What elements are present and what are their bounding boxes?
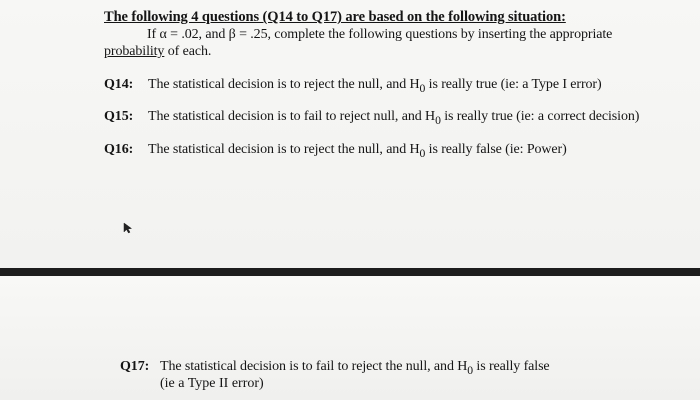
question-q17-continuation: (ie a Type II error) xyxy=(160,376,264,391)
question-text-before: The statistical decision is to fail to reject null, and H xyxy=(148,109,436,124)
intro-underlined-word: probability xyxy=(104,44,165,59)
question-text-before: The statistical decision is to fail to reject the null, and H xyxy=(160,359,468,374)
intro-line-2-rest: of each. xyxy=(164,44,212,59)
section-heading: The following 4 questions (Q14 to Q17) are based on the following situation: xyxy=(104,9,566,25)
question-number: Q17: xyxy=(120,359,150,374)
mouse-cursor-icon xyxy=(123,222,133,234)
document-page-bottom xyxy=(0,276,700,400)
question-text-after: is really true (ie: a correct decision) xyxy=(440,109,640,124)
question-subscript: 0 xyxy=(419,81,426,95)
question-subscript: 0 xyxy=(467,363,473,377)
page-separator xyxy=(0,268,700,276)
question-subscript: 0 xyxy=(419,146,426,160)
question-q16 xyxy=(104,142,567,160)
intro-line-1: If α = .02, and β = .25, complete the following questions by inserting the appropriate xyxy=(147,27,613,42)
question-text-after: is really false (ie: Power) xyxy=(425,142,567,157)
question-number: Q15: xyxy=(104,109,134,124)
question-number: Q14: xyxy=(104,77,134,92)
question-text-after: is really false xyxy=(473,359,550,374)
question-q14 xyxy=(104,77,602,95)
intro-line-2 xyxy=(104,44,211,60)
question-q17 xyxy=(120,359,550,377)
question-number: Q16: xyxy=(104,142,134,157)
question-q15 xyxy=(104,109,639,127)
question-text-before: The statistical decision is to reject the null, and H xyxy=(148,77,420,92)
question-subscript: 0 xyxy=(435,113,441,127)
question-text-before: The statistical decision is to reject the null, and H xyxy=(148,142,420,157)
question-text-after: is really true (ie: a Type I error) xyxy=(425,77,602,92)
